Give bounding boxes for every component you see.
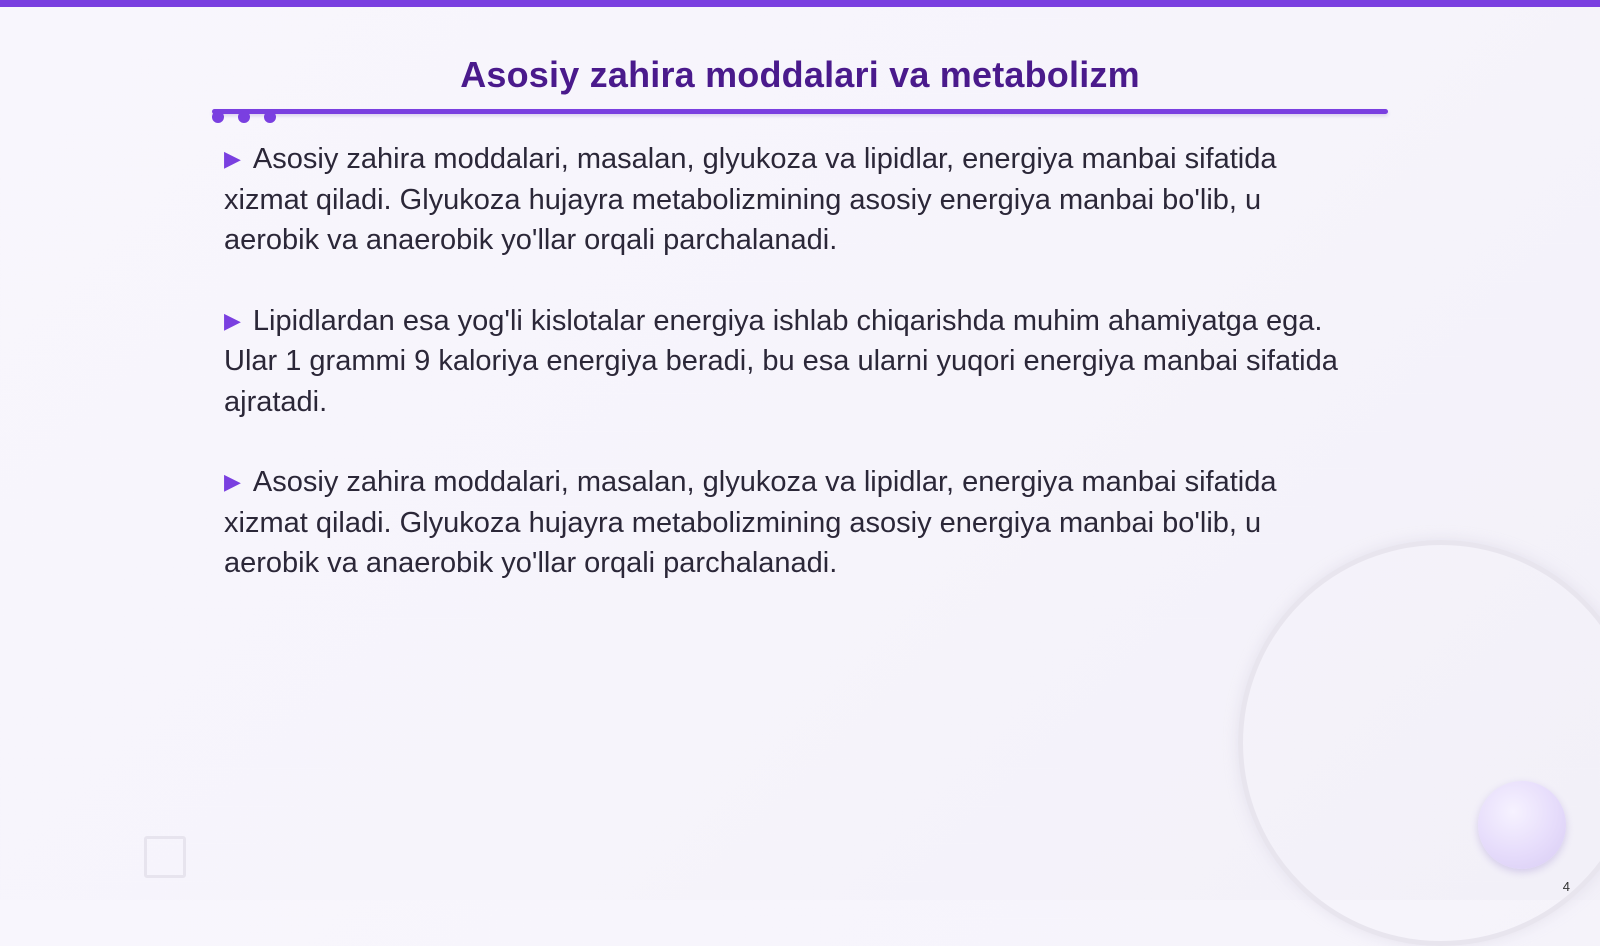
underline-dot (212, 111, 224, 123)
play-arrow-icon: ▶ (224, 307, 241, 333)
bullet-text: Asosiy zahira moddalari, masalan, glyukoza va lipidlar, energiya manbai sifatida xizmat qiladi. Glyukoza hujayra metabolizmining asosiy energiya manbai bo'lib, u aerobik va anaerobik yo'llar orqali parchalanadi. (224, 143, 1277, 256)
decorative-sphere (1478, 781, 1566, 869)
page-number: 4 (1562, 879, 1570, 894)
title-underline (212, 109, 1388, 114)
bullet-text: Lipidlardan esa yog'li kislotalar energiya ishlab chiqarishda muhim ahamiyatga ega. Ular 1 grammi 9 kaloriya energiya beradi, bu esa ularni yuqori energiya manbai sifatida ajratadi. (224, 304, 1338, 418)
bullet-text: Asosiy zahira moddalari, masalan, glyukoza va lipidlar, energiya manbai sifatida xizmat qiladi. Glyukoza hujayra metabolizmining asosiy energiya manbai bo'lib, u aerobik va anaerobik yo'llar orqali parchalanadi. (224, 466, 1277, 579)
play-arrow-icon: ▶ (224, 469, 241, 494)
underline-dot (264, 111, 276, 123)
decorative-square-outline (144, 836, 186, 878)
slide-title: Asosiy zahira moddalari va metabolizm (460, 54, 1140, 95)
bullet-item (224, 462, 1364, 584)
bullet-item (224, 301, 1364, 423)
top-accent-bar (0, 0, 1600, 7)
underline-dot (238, 111, 250, 123)
play-arrow-icon: ▶ (224, 146, 241, 171)
bullet-item (224, 139, 1364, 261)
bullet-list (224, 139, 1364, 624)
